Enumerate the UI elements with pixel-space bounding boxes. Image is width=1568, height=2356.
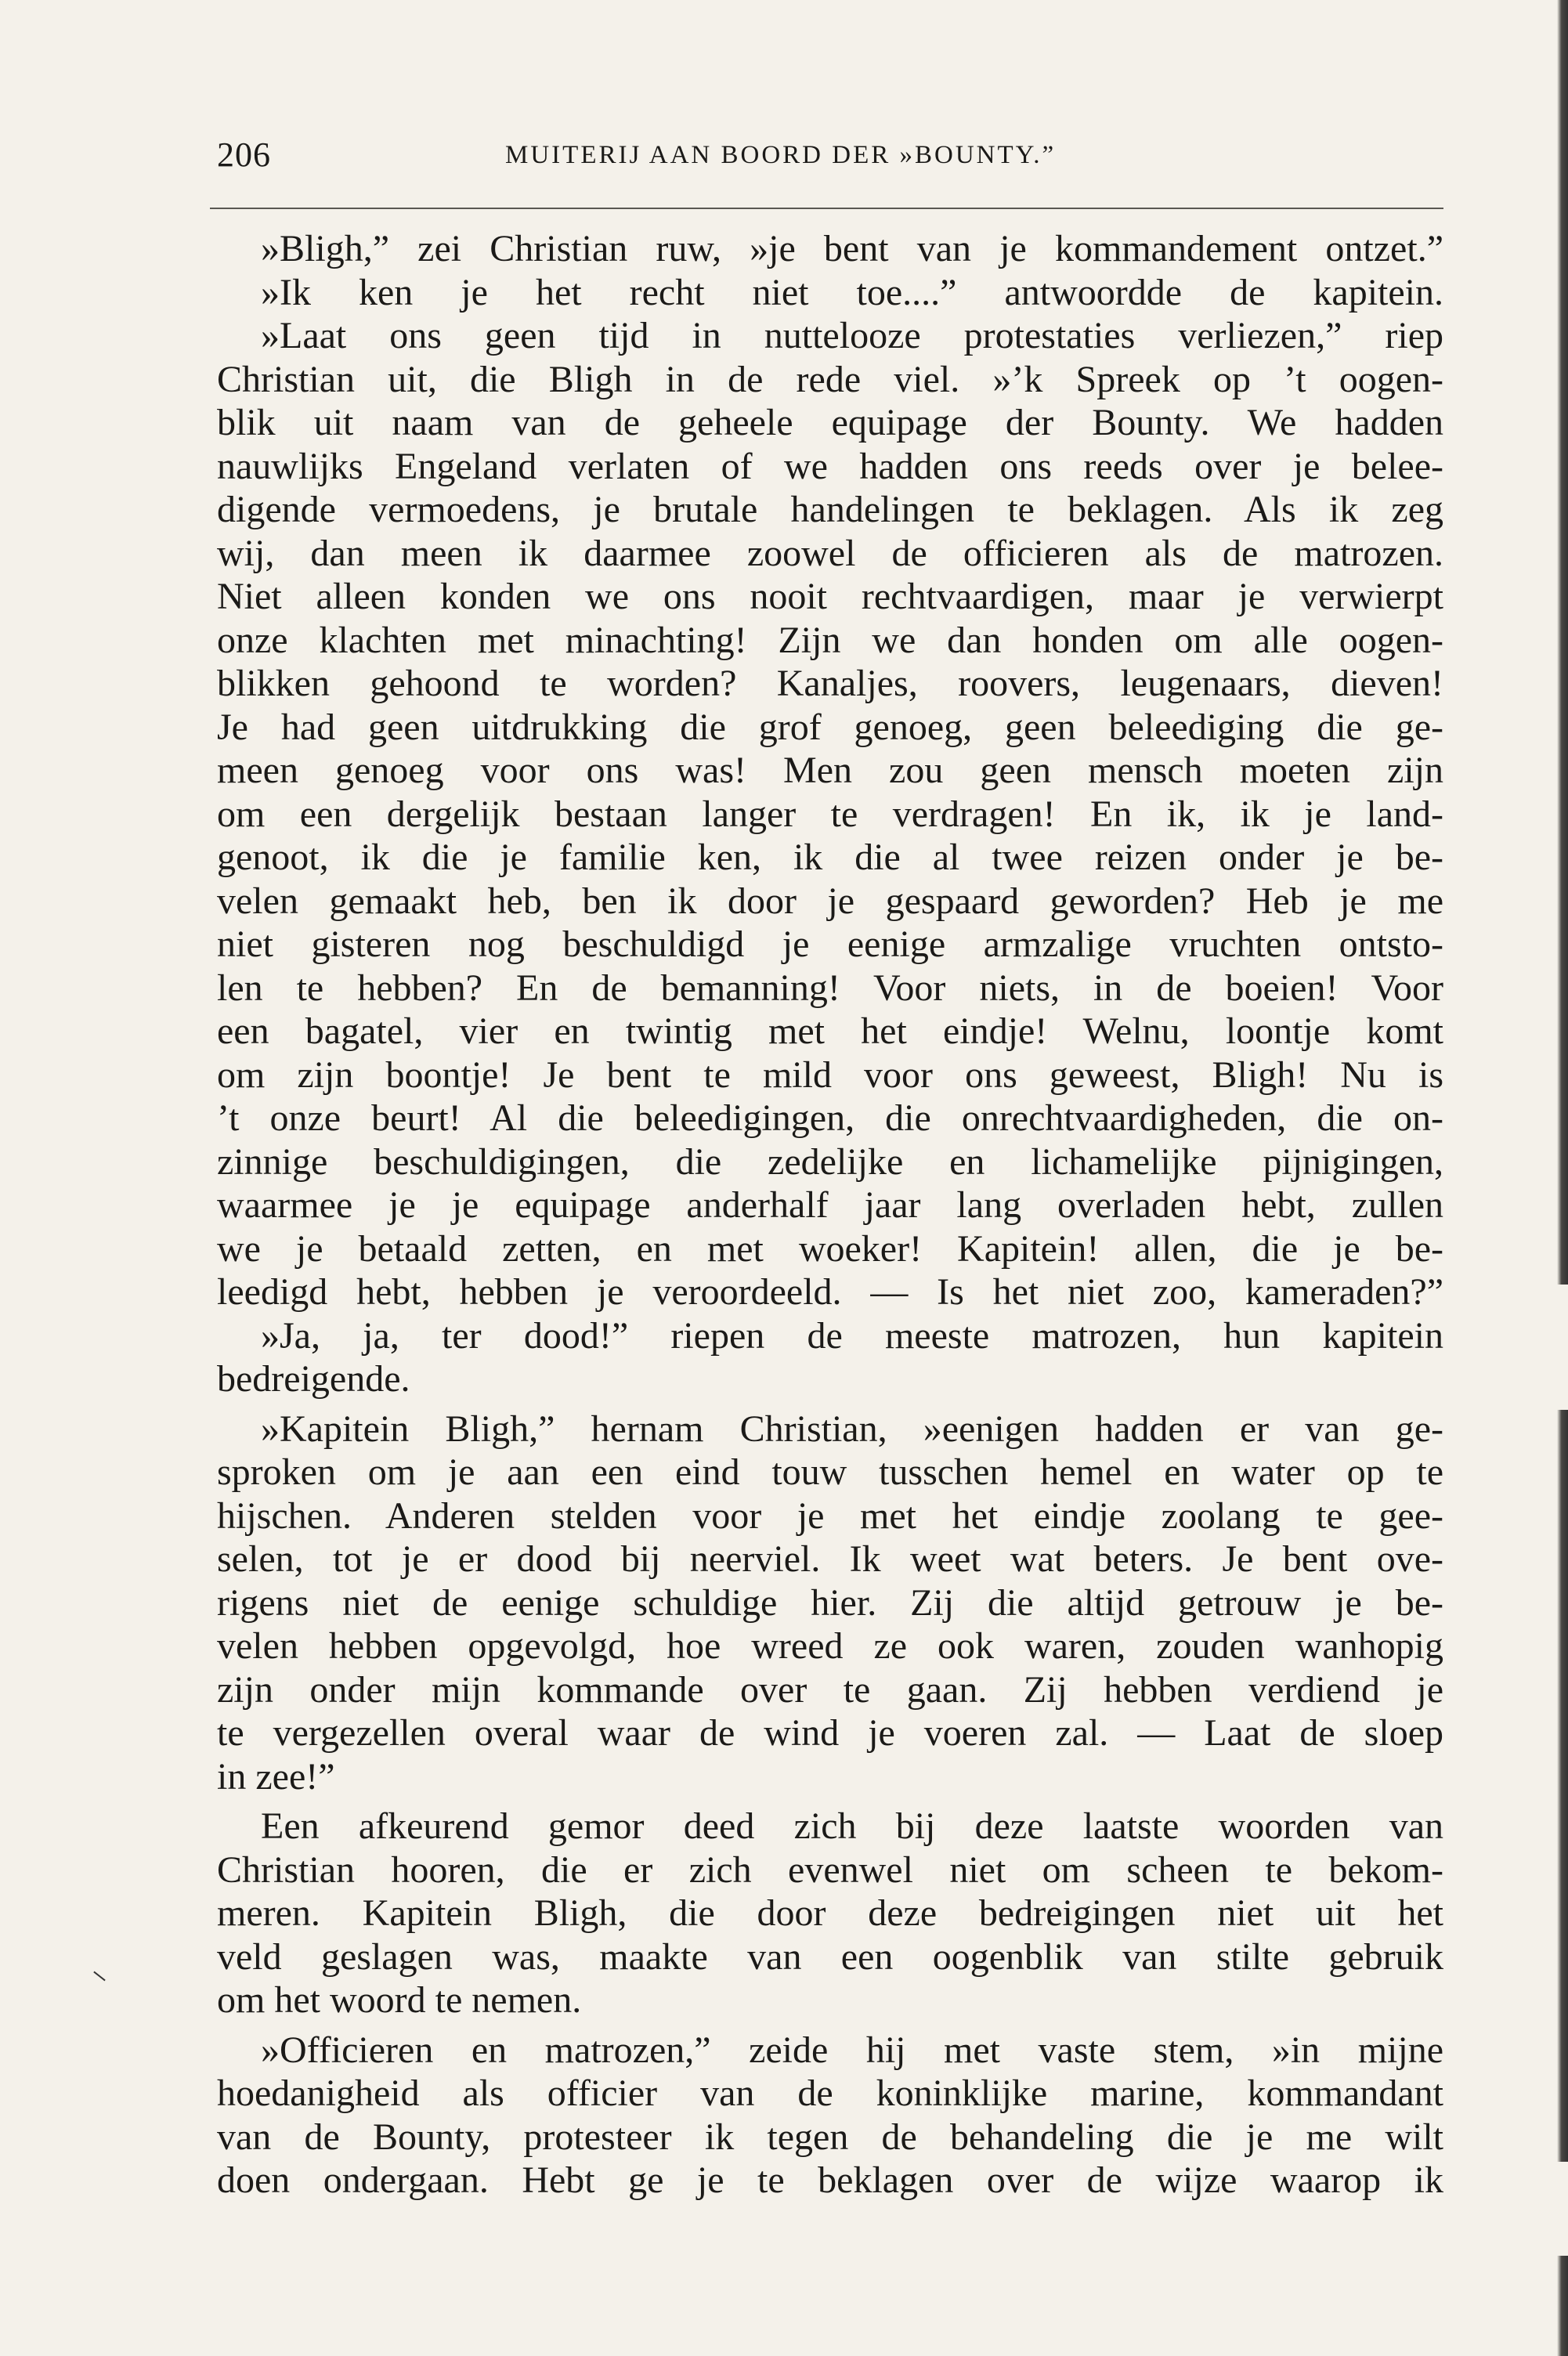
text-line: hoedanigheid als officier van de koninklijke marine, kommandant — [217, 2072, 1443, 2114]
text-line: we je betaald zetten, en met woeker! Kapitein! allen, die je be- — [217, 1227, 1443, 1270]
text-line: »Ik ken je het recht niet toe....” antwoordde de kapitein. — [261, 271, 1443, 313]
stray-ink-mark — [93, 1971, 105, 1982]
text-line: wij, dan meen ik daarmee zoowel de officieren als de matrozen. — [217, 532, 1443, 574]
text-line: bedreigende. — [217, 1358, 410, 1400]
text-line: om het woord te nemen. — [217, 1979, 582, 2021]
text-line: »Bligh,” zei Christian ruw, »je bent van je kommandement ontzet.” — [261, 228, 1443, 269]
text-line: velen hebben opgevolgd, hoe wreed ze ook waren, zouden wanhopig — [217, 1625, 1443, 1667]
text-line: om een dergelijk bestaan langer te verdragen! En ik, ik je land- — [217, 793, 1443, 835]
text-line: »Laat ons geen tijd in nuttelooze protestaties verliezen,” riep — [261, 315, 1443, 356]
text-line: ’t onze beurt! Al die beleedigingen, die onrechtvaardigheden, die on- — [217, 1097, 1443, 1139]
text-line: genoot, ik die je familie ken, ik die al twee reizen onder je be- — [217, 837, 1443, 878]
text-line: Je had geen uitdrukking die grof genoeg, geen beleediging die ge- — [217, 706, 1443, 748]
text-line: Een afkeurend gemor deed zich bij deze laatste woorden van — [261, 1805, 1443, 1847]
running-title: MUITERIJ AAN BOORD DER »BOUNTY.” — [505, 141, 1057, 169]
text-line: te vergezellen overal waar de wind je voeren zal. — Laat de sloep — [217, 1712, 1443, 1754]
text-line: blikken gehoond te worden? Kanaljes, roovers, leugenaars, dieven! — [217, 663, 1443, 704]
text-line: in zee!” — [217, 1755, 335, 1798]
text-line: digende vermoedens, je brutale handelingen te beklagen. Als ik zeg — [217, 489, 1443, 530]
text-line: nauwlijks Engeland verlaten of we hadden ons reeds over je belee- — [217, 445, 1443, 487]
text-line: selen, tot je er dood bij neerviel. Ik weet wat beters. Je bent ove- — [217, 1538, 1443, 1580]
scan-edge-gap — [1557, 2162, 1568, 2256]
text-line: len te hebben? En de bemanning! Voor niets, in de boeien! Voor — [217, 967, 1443, 1009]
text-line: leedigd hebt, hebben je veroordeeld. — Is het niet zoo, kameraden?” — [217, 1271, 1443, 1313]
text-line: veld geslagen was, maakte van een oogenblik van stilte gebruik — [217, 1935, 1443, 1978]
text-line: »Ja, ja, ter dood!” riepen de meeste matrozen, hun kapitein — [261, 1314, 1443, 1357]
text-line: hijschen. Anderen stelden voor je met het eindje zoolang te gee- — [217, 1494, 1443, 1537]
text-line: zinnige beschuldigingen, die zedelijke en lichamelijke pijnigingen, — [217, 1140, 1443, 1183]
body-text — [217, 227, 1443, 2202]
text-line: waarmee je je equipage anderhalf jaar lang overladen hebt, zullen — [217, 1184, 1443, 1226]
text-line: Christian hooren, die er zich evenwel niet om scheen te bekom- — [217, 1848, 1443, 1891]
scan-edge-shadow — [1557, 0, 1568, 2356]
text-line: Christian uit, die Bligh in de rede viel. »’k Spreek op ’t oogen- — [217, 358, 1443, 400]
text-line: niet gisteren nog beschuldigd je eenige armzalige vruchten ontsto- — [217, 923, 1443, 965]
text-line: »Kapitein Bligh,” hernam Christian, »eenigen hadden er van ge- — [261, 1407, 1443, 1450]
text-line: sproken om je aan een eind touw tusschen hemel en water op te — [217, 1451, 1443, 1493]
header-rule — [210, 208, 1443, 209]
text-line: velen gemaakt heb, ben ik door je gespaard geworden? Heb je me — [217, 880, 1443, 922]
text-line: »Officieren en matrozen,” zeide hij met vaste stem, »in mijne — [261, 2029, 1443, 2071]
text-line: blik uit naam van de geheele equipage der Bounty. We hadden — [217, 402, 1443, 443]
text-line: rigens niet de eenige schuldige hier. Zij die altijd getrouw je be- — [217, 1581, 1443, 1624]
text-line: doen ondergaan. Hebt ge je te beklagen over de wijze waarop ik — [217, 2159, 1443, 2201]
text-line: meren. Kapitein Bligh, die door deze bedreigingen niet uit het — [217, 1892, 1443, 1934]
text-line: Niet alleen konden we ons nooit rechtvaardigen, maar je verwierpt — [217, 576, 1443, 617]
text-line: zijn onder mijn kommande over te gaan. Zij hebben verdiend je — [217, 1668, 1443, 1711]
text-line: om zijn boontje! Je bent te mild voor ons geweest, Bligh! Nu is — [217, 1053, 1443, 1096]
text-line: onze klachten met minachting! Zijn we dan honden om alle oogen- — [217, 619, 1443, 661]
text-line: meen genoeg voor ons was! Men zou geen mensch moeten zijn — [217, 750, 1443, 791]
page-number: 206 — [217, 136, 271, 174]
text-line: van de Bounty, protesteer ik tegen de behandeling die je me wilt — [217, 2116, 1443, 2158]
page-header — [208, 135, 1445, 182]
scan-edge-gap — [1557, 1285, 1568, 1410]
text-line: een bagatel, vier en twintig met het eindje! Welnu, loontje komt — [217, 1010, 1443, 1052]
